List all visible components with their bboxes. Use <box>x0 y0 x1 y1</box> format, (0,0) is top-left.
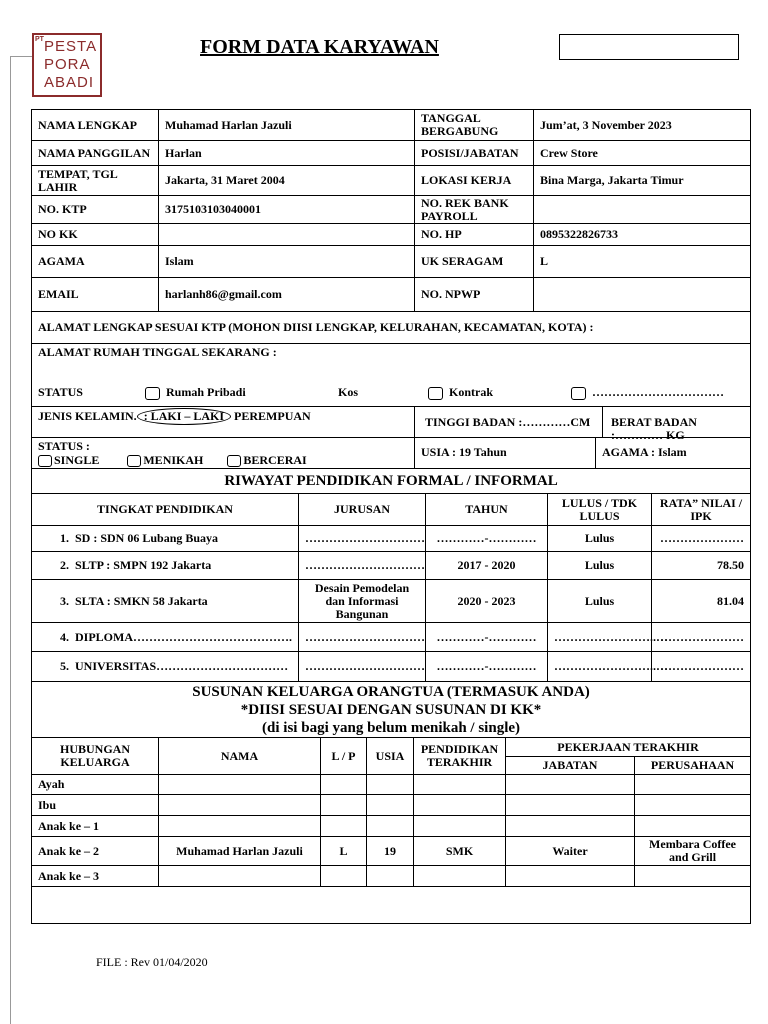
value-lokasi[interactable]: Bina Marga, Jakarta Timur <box>534 166 751 196</box>
edu-nilai[interactable]: ………………… <box>652 526 751 552</box>
fam-perusahaan[interactable] <box>635 816 751 837</box>
checkbox-kontrak[interactable] <box>428 387 443 400</box>
fam-hubungan: Anak ke – 3 <box>32 866 159 887</box>
family-row <box>32 837 751 866</box>
family-blank-row[interactable] <box>32 887 751 924</box>
fam-header-pendidikan: PENDIDIKAN TERAKHIR <box>414 738 506 775</box>
checkbox-single[interactable] <box>38 455 52 467</box>
label-rek: NO. REK BANK PAYROLL <box>415 196 534 224</box>
fam-jabatan[interactable] <box>506 795 635 816</box>
agama2-field[interactable]: AGAMA : Islam <box>602 445 687 459</box>
page-edge-left <box>10 56 11 1024</box>
tinggi-badan-field[interactable]: TINGGI BADAN :…………CM <box>415 407 603 437</box>
fam-usia[interactable] <box>367 795 414 816</box>
fam-pendidikan[interactable] <box>414 795 506 816</box>
edu-jurusan[interactable]: ………………………… <box>299 652 426 682</box>
fam-hubungan: Ibu <box>32 795 159 816</box>
label-hp: NO. HP <box>415 224 534 246</box>
status-option-kontrak[interactable]: Kontrak <box>428 386 493 400</box>
fam-nama[interactable] <box>159 866 321 887</box>
checkbox-menikah[interactable] <box>127 455 141 467</box>
edu-level[interactable]: 2. SLTP : SMPN 192 Jakarta <box>32 552 299 580</box>
berat-badan-field[interactable]: BERAT BADAN :………… KG <box>611 415 697 442</box>
education-title: RIWAYAT PENDIDIKAN FORMAL / INFORMAL <box>32 469 751 494</box>
edu-nilai[interactable]: 81.04 <box>652 580 751 623</box>
logo-pt: PT <box>35 36 44 43</box>
family-title <box>32 682 751 738</box>
tinggi-berat-cell <box>415 407 751 442</box>
label-email: EMAIL <box>32 278 159 312</box>
value-email[interactable]: harlanh86@gmail.com <box>159 278 415 312</box>
edu-nilai[interactable]: ………………… <box>652 623 751 652</box>
edu-level[interactable]: 3. SLTA : SMKN 58 Jakarta <box>32 580 299 623</box>
checkbox-lainnya[interactable] <box>571 387 586 400</box>
edu-nilai[interactable]: ………………… <box>652 652 751 682</box>
value-kk[interactable] <box>159 224 415 246</box>
edu-tahun[interactable]: …………-………… <box>426 652 548 682</box>
family-title-line1: SUSUNAN KELUARGA ORANGTUA (TERMASUK ANDA) <box>192 683 590 700</box>
label-ttl: TEMPAT, TGL LAHIR <box>32 166 159 196</box>
label-ktp: NO. KTP <box>32 196 159 224</box>
value-seragam[interactable]: L <box>534 246 751 278</box>
edu-tahun[interactable]: 2017 - 2020 <box>426 552 548 580</box>
family-row <box>32 795 751 816</box>
edu-level[interactable]: 1. SD : SDN 06 Lubang Buaya <box>32 526 299 552</box>
employee-form-table <box>31 109 751 469</box>
checkbox-rumah-pribadi[interactable] <box>145 387 160 400</box>
label-nama-panggilan: NAMA PANGGILAN <box>32 141 159 166</box>
family-title-line3: (di isi bagi yang belum menikah / single) <box>262 719 521 736</box>
fam-nama[interactable] <box>159 795 321 816</box>
edu-header-nilai: RATA” NILAI / IPK <box>652 494 751 526</box>
fam-hubungan: Anak ke – 2 <box>32 837 159 866</box>
label-kk: NO KK <box>32 224 159 246</box>
value-ktp[interactable]: 3175103103040001 <box>159 196 415 224</box>
edu-row <box>32 623 751 652</box>
fam-perusahaan[interactable] <box>635 795 751 816</box>
label-npwp: NO. NPWP <box>415 278 534 312</box>
edu-row <box>32 580 751 623</box>
form-title: FORM DATA KARYAWAN <box>200 36 439 58</box>
edu-header-tahun: TAHUN <box>426 494 548 526</box>
fam-nama[interactable] <box>159 816 321 837</box>
fam-jabatan[interactable] <box>506 775 635 795</box>
jk-other[interactable]: PEREMPUAN <box>234 409 311 423</box>
status-label: STATUS <box>38 385 83 399</box>
fam-header-perusahaan: PERUSAHAAN <box>635 757 751 775</box>
label-lokasi: LOKASI KERJA <box>415 166 534 196</box>
company-logo <box>32 33 102 97</box>
label-agama: AGAMA <box>32 246 159 278</box>
jenis-kelamin-field <box>32 407 415 438</box>
edu-tahun[interactable]: …………-………… <box>426 526 548 552</box>
value-nama-panggilan[interactable]: Harlan <box>159 141 415 166</box>
edu-level[interactable]: 5. UNIVERSITAS…………………………… <box>32 652 299 682</box>
edu-lulus[interactable]: ……………………..… <box>548 623 652 652</box>
family-row <box>32 816 751 837</box>
alamat-rumah-label: ALAMAT RUMAH TINGGAL SEKARANG : <box>38 345 277 359</box>
fam-usia[interactable] <box>367 775 414 795</box>
fam-nama[interactable]: Muhamad Harlan Jazuli <box>159 837 321 866</box>
fam-hubungan: Anak ke – 1 <box>32 816 159 837</box>
edu-lulus[interactable]: Lulus <box>548 526 652 552</box>
fam-header-lp: L / P <box>321 738 367 775</box>
edu-row <box>32 526 751 552</box>
family-row <box>32 775 751 795</box>
fam-lp[interactable] <box>321 866 367 887</box>
fam-lp[interactable]: L <box>321 837 367 866</box>
fam-pendidikan[interactable] <box>414 816 506 837</box>
status-option-kos[interactable]: Kos <box>338 385 359 399</box>
alamat-ktp-field[interactable]: ALAMAT LENGKAP SESUAI KTP (MOHON DIISI LENGKAP, KELURAHAN, KECAMATAN, KOTA) : <box>32 312 751 344</box>
edu-row <box>32 552 751 580</box>
fam-nama[interactable] <box>159 775 321 795</box>
fam-lp[interactable] <box>321 816 367 837</box>
edu-jurusan[interactable]: ………………………… <box>299 552 426 580</box>
logo-line1: PESTA <box>44 38 98 55</box>
fam-lp[interactable] <box>321 795 367 816</box>
edu-row <box>32 652 751 682</box>
file-revision: FILE : Rev 01/04/2020 <box>96 955 208 969</box>
edu-jurusan[interactable]: Desain Pemodelan dan Informasi Bangunan <box>299 580 426 623</box>
fam-header-jabatan: JABATAN <box>506 757 635 775</box>
edu-header-jurusan: JURUSAN <box>299 494 426 526</box>
single-label: SINGLE <box>54 453 100 467</box>
value-posisi[interactable]: Crew Store <box>534 141 751 166</box>
edu-lulus[interactable]: Lulus <box>548 552 652 580</box>
family-table <box>31 681 751 924</box>
status2-label: STATUS : <box>38 439 90 453</box>
label-nama-lengkap: NAMA LENGKAP <box>32 110 159 141</box>
page-edge-top <box>10 56 32 57</box>
status-option-lainnya[interactable]: …………………………… <box>571 386 724 400</box>
education-table <box>31 468 751 682</box>
status-nikah-field <box>32 438 415 469</box>
edu-nilai[interactable]: 78.50 <box>652 552 751 580</box>
value-agama[interactable]: Islam <box>159 246 415 278</box>
fam-header-hubungan: HUBUNGAN KELUARGA <box>32 738 159 775</box>
edu-lulus[interactable]: Lulus <box>548 580 652 623</box>
value-hp[interactable]: 0895322826733 <box>534 224 751 246</box>
alamat-rumah-field[interactable] <box>32 344 751 407</box>
fam-perusahaan[interactable]: Membara Coffee and Grill <box>635 837 751 866</box>
edu-lulus[interactable]: ……………………..… <box>548 652 652 682</box>
menikah-label: MENIKAH <box>143 453 204 467</box>
jk-selected[interactable]: : LAKI – LAKI <box>137 408 231 425</box>
fam-jabatan[interactable] <box>506 816 635 837</box>
fam-header-usia: USIA <box>367 738 414 775</box>
fam-pendidikan[interactable] <box>414 775 506 795</box>
fam-jabatan[interactable]: Waiter <box>506 837 635 866</box>
fam-pendidikan[interactable]: SMK <box>414 837 506 866</box>
fam-lp[interactable] <box>321 775 367 795</box>
edu-tahun[interactable]: 2020 - 2023 <box>426 580 548 623</box>
fam-header-nama: NAMA <box>159 738 321 775</box>
label-tanggal-bergabung: TANGGAL BERGABUNG <box>415 110 534 141</box>
logo-line3: ABADI <box>44 74 95 91</box>
logo-line2: PORA <box>44 56 91 73</box>
edu-level[interactable]: 4. DIPLOMA…………………………………. <box>32 623 299 652</box>
label-posisi: POSISI/JABATAN <box>415 141 534 166</box>
jk-label: JENIS KELAMIN. <box>38 409 137 423</box>
value-nama-lengkap[interactable]: Muhamad Harlan Jazuli <box>159 110 415 141</box>
fam-usia[interactable] <box>367 866 414 887</box>
edu-tahun[interactable]: …………-………… <box>426 623 548 652</box>
status-option-rumah-pribadi[interactable]: Rumah Pribadi <box>145 386 246 400</box>
fam-usia[interactable] <box>367 816 414 837</box>
fam-usia[interactable]: 19 <box>367 837 414 866</box>
edu-jurusan[interactable]: ………………………… <box>299 623 426 652</box>
label-seragam: UK SERAGAM <box>415 246 534 278</box>
family-title-line2: *DIISI SESUAI DENGAN SUSUNAN DI KK* <box>240 701 542 718</box>
value-tanggal-bergabung[interactable]: Jum’at, 3 November 2023 <box>534 110 751 141</box>
edu-header-tingkat: TINGKAT PENDIDIKAN <box>32 494 299 526</box>
edu-jurusan[interactable]: ………………………… <box>299 526 426 552</box>
family-row <box>32 866 751 887</box>
value-rek[interactable] <box>534 196 751 224</box>
fam-pendidikan[interactable] <box>414 866 506 887</box>
usia-field[interactable]: USIA : 19 Tahun <box>415 438 596 468</box>
fam-jabatan[interactable] <box>506 866 635 887</box>
value-npwp[interactable] <box>534 278 751 312</box>
checkbox-bercerai[interactable] <box>227 455 241 467</box>
fam-hubungan: Ayah <box>32 775 159 795</box>
value-ttl[interactable]: Jakarta, 31 Maret 2004 <box>159 166 415 196</box>
usia-agama-cell <box>415 438 751 469</box>
photo-code-box[interactable] <box>559 34 739 60</box>
fam-perusahaan[interactable] <box>635 866 751 887</box>
bercerai-label: BERCERAI <box>243 453 307 467</box>
fam-header-pekerjaan: PEKERJAAN TERAKHIR <box>506 738 751 757</box>
fam-perusahaan[interactable] <box>635 775 751 795</box>
edu-header-lulus: LULUS / TDK LULUS <box>548 494 652 526</box>
